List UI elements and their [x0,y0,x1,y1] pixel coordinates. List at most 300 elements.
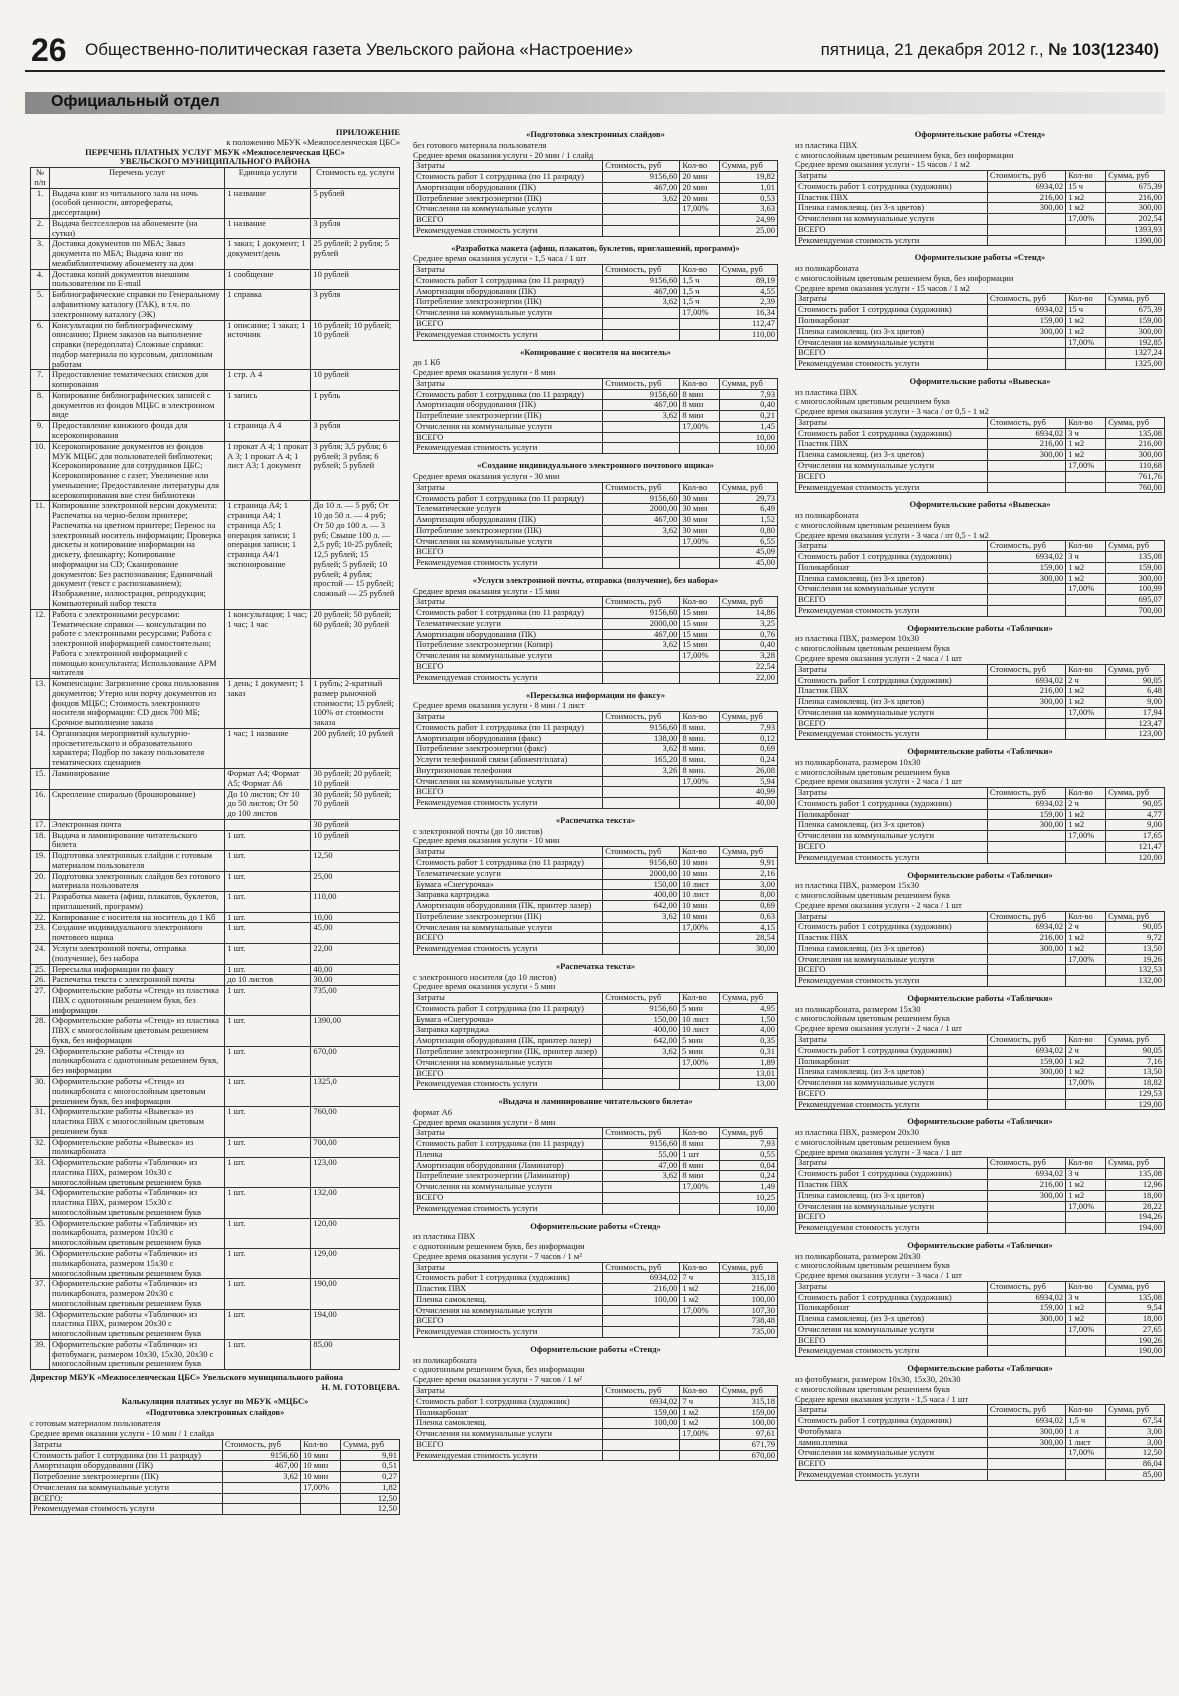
cost-price: 300,00 [987,820,1065,831]
row-number: 36. [31,1248,50,1278]
cost-col-qty: Кол-во [680,597,719,608]
cost-row [414,629,778,640]
cost-row [796,1056,1165,1067]
cost-col-sum: Сумма, руб [341,1439,400,1450]
cost-header-row [414,1262,778,1273]
cost-row [796,181,1165,192]
cost-sum: 216,00 [1106,192,1165,203]
cost-price [987,1099,1065,1110]
cost-row [796,305,1165,316]
calc-block [795,253,1165,369]
cost-price [603,432,680,443]
cost-row [414,515,778,526]
cost-header-row [414,161,778,172]
cost-row [414,193,778,204]
cost-item: Отчисления на коммунальные услуги [796,460,988,471]
cost-sum: 12,50 [1106,1448,1165,1459]
cost-col-sum: Сумма, руб [720,847,778,858]
row-unit: 1 описание; 1 заказ; 1 источник [225,320,311,370]
cost-item: Услуги телефонной связи (абонент/плата) [414,755,603,766]
cost-sum: 110,00 [719,329,777,340]
cost-sum: 190,26 [1106,1335,1165,1346]
row-price: 3 рубля; 3,5 рубля; 6 рублей; 3 рубля; 6 рублей; 5 рублей [311,441,400,501]
row-service: Организация мероприятий культурно-просветительского и образовательного характера; Подбор по заказу пользователя тематических сценариев [50,728,225,768]
calc-block-note: Среднее время оказания услуги - 3 часа / от 0,5 - 1 м2 [795,529,989,540]
cost-item: ВСЕГО [796,1335,988,1346]
cost-row [796,1045,1165,1056]
calc-block-note: из пластика ПВХ [795,139,858,150]
cost-item: Стоимость работ 1 сотрудника (по 11 разряду) [414,172,603,183]
cost-sum: 202,54 [1106,214,1165,225]
row-unit: 1 шт. [225,871,311,892]
cost-item: Стоимость работ 1 сотрудника (по 11 разряду) [31,1450,223,1461]
section-banner [25,92,1165,114]
cost-qty [1066,235,1106,246]
price-list-header-row [31,168,400,189]
table-row [31,819,400,830]
row-service: Электронная почта [50,819,225,830]
row-unit: 1 шт. [225,944,311,965]
cost-row [796,1212,1165,1223]
cost-price: 6934,02 [987,1169,1065,1180]
cost-header-row [796,417,1165,428]
cost-row [414,1407,778,1418]
cost-sum: 159,00 [719,1407,777,1418]
cost-price: 216,00 [987,1179,1065,1190]
cost-col-qty: Кол-во [680,482,719,493]
cost-col-price: Стоимость, руб [987,1405,1065,1416]
cost-sum: 1327,24 [1106,348,1165,359]
table-row [31,441,400,501]
row-price: 1325,0 [311,1076,400,1106]
cost-sum: 16,34 [719,308,777,319]
cost-col-price: Стоимость, руб [603,161,680,172]
cost-col-sum: Сумма, руб [1106,294,1165,305]
calc-block-note: с многослойным цветовым решением букв, без информации [795,149,1014,160]
cost-sum: 28,54 [720,933,778,944]
cost-item: Потребление электроэнергии (ПК) [414,411,603,422]
cost-price: 400,00 [603,1025,680,1036]
row-number: 26. [31,975,50,986]
cost-row [796,192,1165,203]
cost-sum: 3,00 [720,879,778,890]
cost-price: 300,00 [987,1426,1065,1437]
cost-price [987,976,1065,987]
cost-row [414,672,778,683]
row-price: 120,00 [311,1218,400,1248]
table-row [31,188,400,218]
cost-price [987,224,1065,235]
cost-qty: 17,00% [680,651,719,662]
cost-qty: 17,00% [680,1182,719,1193]
cost-item: Пленка самоклеящ. (из 3-х цветов) [796,1190,988,1201]
cost-price: 3,62 [603,411,680,422]
table-row [31,421,400,442]
cost-row [796,697,1165,708]
row-service: Компенсации: Загрязнение срока пользования документов; Утерю или порчу документов из фондов МЦБС; Стоимость электронного носителя информации: CD диск 700 МБ; Срочное выполнение заказа [50,679,225,729]
cost-sum: 135,08 [1106,1169,1165,1180]
row-unit: 1 консультация; 1 час; 1 час; 1 час [225,609,311,678]
row-number: 7. [31,370,50,391]
cost-row [414,744,778,755]
cost-row [414,1014,778,1025]
cost-col-price: Стоимость, руб [603,993,680,1004]
calc-block-title: Оформительские работы «Стенд» [530,1343,661,1354]
cost-item: Рекомендуемая стоимость услуги [31,1504,223,1515]
row-price: 1390,00 [311,1016,400,1046]
calc-block-title: Оформительские работы «Таблички» [907,746,1053,757]
cost-row [796,798,1165,809]
cost-table [795,540,1165,616]
cost-qty: 17,00% [680,204,719,215]
row-price: 1 рубль; 2-кратный размер рыночной стоимости; 15 рублей; 100% от стоимости заказа [311,679,400,729]
cost-item: Рекомендуемая стоимость услуги [796,729,988,740]
calc-block-note: Среднее время оказания услуги - 30 мин [413,470,560,481]
cost-price: 100,00 [603,1294,680,1305]
cost-price [987,954,1065,965]
cost-qty: 17,00% [680,421,719,432]
cost-row [414,890,778,901]
row-price: 194,00 [311,1309,400,1339]
cost-sum: 700,00 [1106,605,1165,616]
cost-item: ВСЕГО [796,595,988,606]
cost-item: Бумага «Снегурочка» [414,879,603,890]
cost-col-qty: Кол-во [1066,1158,1106,1169]
row-price: 10 рублей [311,830,400,851]
cost-row [796,605,1165,616]
calc-block-note: до 1 Кб [413,357,441,368]
row-unit: 1 шт. [225,851,311,872]
cost-qty: 10 лист [680,890,720,901]
cost-price: 9156,60 [603,389,680,400]
cost-sum: 107,30 [719,1305,777,1316]
cost-item: Отчисления на коммунальные услуги [414,536,603,547]
cost-qty: 17,00% [1066,707,1106,718]
table-row [31,1076,400,1106]
cost-item: ВСЕГО [414,661,603,672]
cost-price [987,718,1065,729]
table-row [31,218,400,239]
cost-header-row [796,171,1165,182]
cost-table [795,293,1165,369]
cost-sum: 112,47 [719,319,777,330]
cost-header-row [796,294,1165,305]
cost-row [414,651,778,662]
cost-qty: 1 м2 [1066,1067,1106,1078]
cost-row [414,1192,778,1203]
cost-col-qty: Кол-во [680,161,719,172]
cost-sum: 7,93 [719,389,777,400]
cost-sum: 30,00 [720,944,778,955]
cost-price: 9156,60 [222,1450,300,1461]
cost-col-qty: Кол-во [1066,171,1106,182]
cost-row [414,432,778,443]
row-number: 33. [31,1158,50,1188]
row-service: Выдача бестселлеров на абонементе (на сутки) [50,218,225,239]
cost-row [796,1335,1165,1346]
cost-sum: 0,40 [719,400,777,411]
cost-price: 3,62 [603,525,680,536]
cost-header-row [414,1385,778,1396]
cost-price: 3,62 [603,193,680,204]
row-number: 31. [31,1107,50,1137]
price-list-table [30,167,400,1370]
cost-item: Рекомендуемая стоимость услуги [796,359,988,370]
cost-row [414,319,778,330]
cost-item: Пленка самоклеящ. (из 3-х цветов) [796,943,988,954]
cost-qty: 1 м2 [1066,326,1106,337]
cost-row [414,933,778,944]
cost-item: Стоимость работ 1 сотрудника (художник) [414,1273,603,1284]
cost-item: Потребление электроэнергии (ПК) [414,193,603,204]
cost-item: ВСЕГО [796,471,988,482]
cost-price [987,707,1065,718]
row-number: 17. [31,819,50,830]
cost-row [796,954,1165,965]
cost-qty: 17,00% [1066,954,1106,965]
cost-sum: 123,00 [1106,729,1165,740]
row-number: 23. [31,923,50,944]
cost-qty: 17,00% [1066,1201,1106,1212]
cost-sum: 10,00 [719,432,777,443]
cost-table [413,596,778,683]
cost-sum: 13,01 [720,1068,778,1079]
cost-qty: 8 мин. [680,744,719,755]
cost-item: Амортизация оборудования (ПК, принтер лазер) [414,1036,603,1047]
cost-row [414,443,778,454]
price-list-body [31,188,400,1370]
cost-sum: 0,24 [719,755,777,766]
row-price: 760,00 [311,1107,400,1137]
calc-block-note: из пластика ПВХ [413,1231,476,1242]
cost-col-qty: Кол-во [1066,664,1106,675]
cost-col-qty: Кол-во [680,712,719,723]
row-service: Разработка макета (афиш, плакатов, буклетов, приглашений, программ) [50,892,225,913]
cost-price: 9156,60 [603,275,680,286]
cost-item: ВСЕГО [796,842,988,853]
calc-block-note: из пластика ПВХ, размером 15х30 [795,880,920,891]
cost-row [414,1439,778,1450]
row-number: 5. [31,290,50,320]
cost-qty: 1 м2 [1066,1303,1106,1314]
row-unit: 1 запись [225,390,311,420]
cost-row [796,471,1165,482]
table-row [31,609,400,678]
cost-price: 467,00 [222,1461,300,1472]
cost-col-sum: Сумма, руб [719,265,777,276]
cost-item: ВСЕГО [414,933,603,944]
cost-qty: 30 мин [680,493,719,504]
cost-price [603,204,680,215]
row-unit: 1 страница А4; 1 страница А4; 1 страница А5; 1 операция записи; 1 операция записи; 1 страница А4/1 экспонирование [225,501,311,609]
row-service: Пересылка информации по факсу [50,964,225,975]
calc-block-note: с многослойным цветовым решением букв [795,1383,950,1394]
cost-price: 9156,60 [603,858,680,869]
cost-sum: 1,82 [341,1482,400,1493]
cost-qty: 1 м2 [1066,1190,1106,1201]
table-row [31,892,400,913]
cost-sum: 3,28 [719,651,777,662]
cost-price [987,595,1065,606]
cost-row [796,1426,1165,1437]
cost-row [414,297,778,308]
cost-row [414,525,778,536]
cost-qty: 17,00% [1066,1078,1106,1089]
row-number: 22. [31,912,50,923]
cost-row [414,1305,778,1316]
cost-sum: 4,15 [720,922,778,933]
cost-price: 159,00 [987,1056,1065,1067]
cost-row [414,1418,778,1429]
cost-qty [680,672,719,683]
cost-item: Телематические услуги [414,618,603,629]
cost-header-row [414,1128,778,1139]
row-price: 30,00 [311,975,400,986]
cost-price [987,359,1065,370]
row-price: 10,00 [311,912,400,923]
cost-item: Отчисления на коммунальные услуги [796,214,988,225]
cost-item: Пленка самоклеящ. (из 3-х цветов) [796,203,988,214]
cost-price [603,672,680,683]
cost-row [796,976,1165,987]
cost-price [987,1335,1065,1346]
cost-col-sum: Сумма, руб [719,712,777,723]
cost-row [796,1469,1165,1480]
cost-sum: 1390,00 [1106,235,1165,246]
calc-block-note: Среднее время оказания услуги - 7 часов / 1 м² [413,1250,582,1261]
cost-item: ВСЕГО [796,224,988,235]
row-price: 123,00 [311,1158,400,1188]
cost-item: Стоимость работ 1 сотрудника (художник) [796,181,988,192]
row-service: Создание индивидуального электронного почтового ящика [50,923,225,944]
row-unit: 1 справка [225,290,311,320]
cost-sum: 7,93 [719,722,777,733]
cost-price: 3,62 [603,1171,680,1182]
cost-row [414,765,778,776]
cost-row [796,337,1165,348]
cost-col-item: Затраты [31,1439,223,1450]
cost-qty: 8 мин [680,1171,719,1182]
calc-block-title: Оформительские работы «Стенд» [530,1220,661,1231]
cost-row [31,1450,400,1461]
cost-table [795,170,1165,246]
cost-qty [301,1504,341,1515]
cost-qty [680,787,719,798]
table-row [31,871,400,892]
row-service: Выдача и ламинирование читательского билета [50,830,225,851]
cost-row [796,1179,1165,1190]
cost-sum: 10,00 [719,443,777,454]
cost-price: 9156,60 [603,1003,680,1014]
cost-item: Пластик ПВХ [414,1284,603,1295]
cost-sum: 1,89 [720,1057,778,1068]
cost-qty: 8 мин. [680,765,719,776]
cost-row [414,944,778,955]
row-service: Оформительские работы «Стенд» из пластика ПВХ с многослойным цветовым решением букв, без информации [50,1016,225,1046]
cost-qty [1066,718,1106,729]
cost-sum: 17,94 [1106,707,1165,718]
cost-price [222,1482,300,1493]
cost-row [414,389,778,400]
cost-qty [1066,1099,1106,1110]
cost-qty: 15 мин [680,608,719,619]
row-service: Ламинирование [50,769,225,790]
cost-row [796,450,1165,461]
cost-row [414,1139,778,1150]
cost-col-item: Затраты [414,265,603,276]
row-number: 15. [31,769,50,790]
cost-row [796,203,1165,214]
cost-sum: 25,00 [719,225,777,236]
cost-qty: 10 лист [680,1014,720,1025]
cost-qty [1066,348,1106,359]
cost-row [796,675,1165,686]
calc-block-note: Среднее время оказания услуги - 3 часа / 1 шт [795,1146,962,1157]
row-service: Оформительские работы «Вывеска» из поликарбоната [50,1137,225,1158]
cost-row [796,595,1165,606]
cost-row [414,722,778,733]
row-number: 10. [31,441,50,501]
cost-qty: 8 мин. [680,755,719,766]
calc-block-note: Среднее время оказания услуги - 15 часов / 1 м2 [795,282,970,293]
cost-price [603,798,680,809]
cost-col-price: Стоимость, руб [603,1385,680,1396]
cost-table [413,992,778,1090]
row-service: Распечатка текста с электронной почты [50,975,225,986]
cost-sum: 159,00 [1106,316,1165,327]
cost-qty: 30 мин [680,504,719,515]
cost-qty: 15 ч [1066,181,1106,192]
row-price: 25 рублей; 2 рубля; 5 рублей [311,239,400,269]
col-number: № п/п [31,168,50,189]
cost-col-sum: Сумма, руб [1106,541,1165,552]
cost-item: Рекомендуемая стоимость услуги [796,852,988,863]
cost-item: Рекомендуемая стоимость услуги [414,798,603,809]
row-number: 29. [31,1046,50,1076]
row-number: 37. [31,1279,50,1309]
cost-price [987,1346,1065,1357]
cost-sum: 110,68 [1106,460,1165,471]
cost-price [987,214,1065,225]
cost-sum: 0,12 [719,733,777,744]
cost-row [414,1273,778,1284]
cost-sum: 135,08 [1106,428,1165,439]
cost-qty: 3 ч [1066,428,1106,439]
cost-item: Фотобумага [796,1426,988,1437]
cost-qty [680,329,719,340]
cost-item: Стоимость работ 1 сотрудника (художник) [796,1045,988,1056]
row-number: 16. [31,789,50,819]
cost-item: ВСЕГО [414,1439,603,1450]
cost-sum: 194,00 [1106,1223,1165,1234]
table-row [31,1248,400,1278]
cost-row [796,1099,1165,1110]
cost-sum: 4,55 [719,286,777,297]
cost-price: 150,00 [603,879,680,890]
row-number: 9. [31,421,50,442]
table-row [31,1188,400,1218]
appendix-ref: к положению МБУК «Межпоселенческая ЦБС» [226,136,400,147]
row-unit: 1 шт. [225,892,311,913]
cost-row [414,1003,778,1014]
cost-price [987,1201,1065,1212]
cost-row [796,852,1165,863]
cost-price [603,215,680,226]
cost-price [603,1068,680,1079]
cost-item: Отчисления на коммунальные услуги [414,1057,603,1068]
cost-sum: 8,00 [720,890,778,901]
cost-qty: 17,00% [1066,1324,1106,1335]
